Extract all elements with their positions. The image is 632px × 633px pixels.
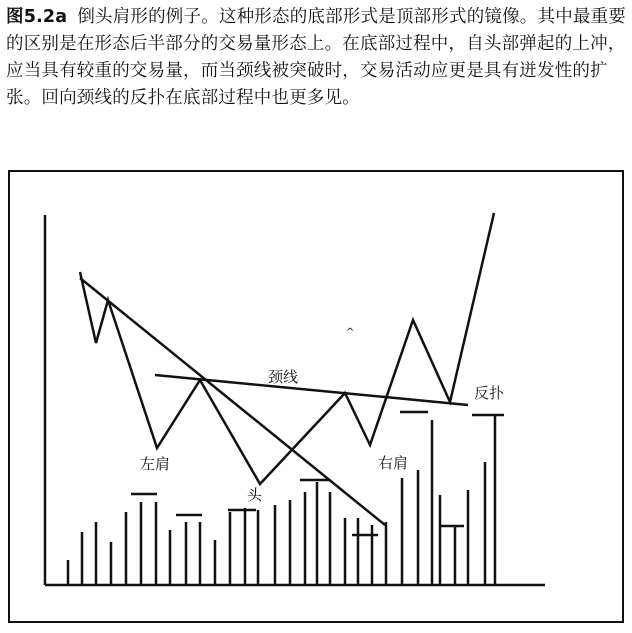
head-label: 头 bbox=[247, 486, 263, 504]
trendline bbox=[80, 278, 385, 525]
pullback-label: 反扑 bbox=[474, 384, 505, 402]
neckline-label: 颈线 bbox=[268, 368, 299, 386]
figure-label: 图5.2a bbox=[6, 7, 68, 27]
small-mark: ^ bbox=[346, 327, 355, 338]
caption-body: 倒头肩形的例子。这种形态的底部形式是顶部形式的镜像。其中最重要的区别是在形态后半部分的交易量形态上。在底部过程中，自头部弹起的上冲，应当具有较重的交易量，而当颈线被突破时，交易活动应更是具有迸发性的扩张。回向颈线的反扑在底部过程中也更多见。 bbox=[6, 7, 627, 108]
right-shoulder-label: 右肩 bbox=[378, 454, 409, 472]
left-shoulder-label: 左肩 bbox=[140, 455, 171, 473]
neckline bbox=[155, 375, 468, 405]
